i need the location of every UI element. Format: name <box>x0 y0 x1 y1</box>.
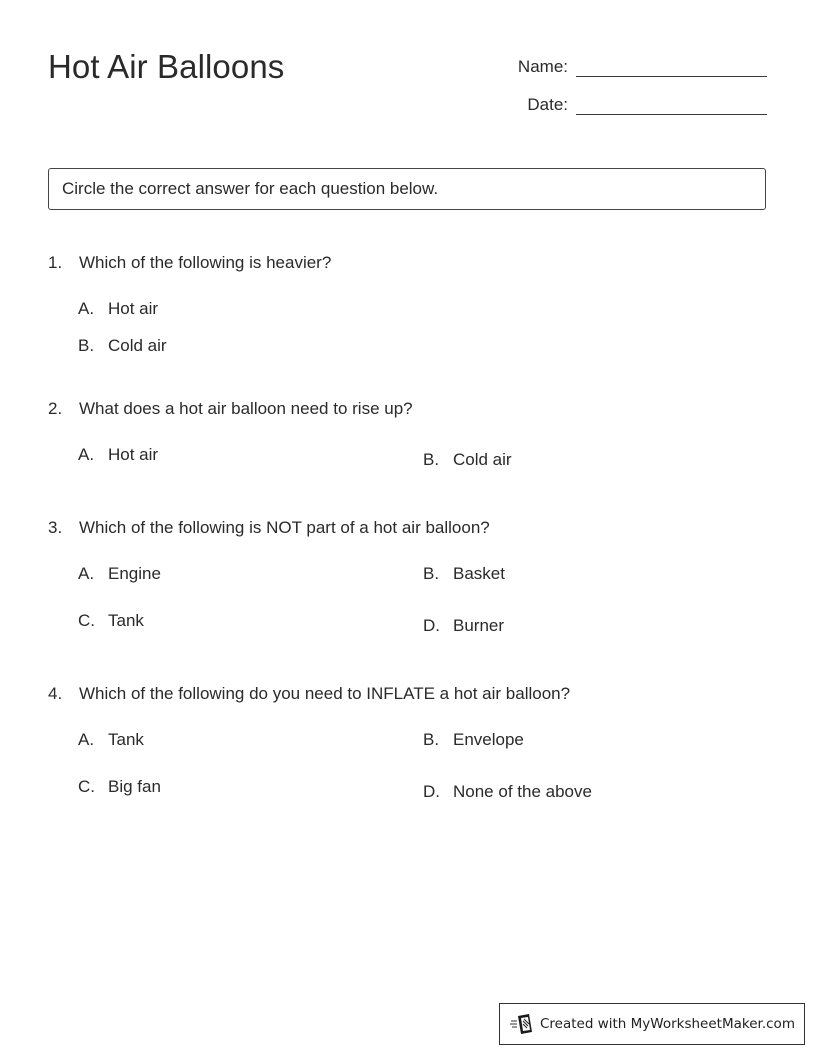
option-text: Cold air <box>453 450 512 469</box>
option-2a[interactable] <box>78 445 158 465</box>
instructions-box: Circle the correct answer for each question below. <box>48 168 766 210</box>
badge-text: Created with MyWorksheetMaker.com <box>540 1016 795 1032</box>
question-text: Which of the following do you need to INFLATE a hot air balloon? <box>79 684 571 703</box>
question-text: Which of the following is heavier? <box>79 253 332 272</box>
option-letter: B. <box>423 730 440 749</box>
option-3b[interactable] <box>423 564 505 584</box>
option-text: None of the above <box>453 782 592 801</box>
option-text: Burner <box>453 616 505 635</box>
name-label: Name: <box>517 57 568 76</box>
option-letter: D. <box>423 616 440 635</box>
question-number: 4. <box>48 684 63 703</box>
option-letter: B. <box>423 564 440 583</box>
option-4d[interactable] <box>423 782 592 802</box>
name-field <box>488 56 767 77</box>
option-text: Cold air <box>108 336 167 355</box>
question-text: What does a hot air balloon need to rise up? <box>79 399 413 418</box>
option-letter: B. <box>423 450 440 469</box>
option-4c[interactable] <box>78 777 161 797</box>
option-text: Engine <box>108 564 161 583</box>
option-text: Big fan <box>108 777 161 796</box>
question-text: Which of the following is NOT part of a hot air balloon? <box>79 518 490 537</box>
option-4a[interactable] <box>78 730 144 750</box>
created-with-badge[interactable] <box>499 1003 805 1045</box>
option-text: Hot air <box>108 445 159 464</box>
option-1a[interactable] <box>78 299 158 319</box>
date-label: Date: <box>527 95 568 114</box>
option-text: Tank <box>108 611 144 630</box>
option-3c[interactable] <box>78 611 144 631</box>
option-text: Hot air <box>108 299 159 318</box>
option-2b[interactable] <box>423 450 512 470</box>
option-letter: D. <box>423 782 440 801</box>
option-letter: B. <box>78 336 95 355</box>
date-blank-line[interactable] <box>576 94 767 115</box>
question-number: 1. <box>48 253 63 272</box>
option-letter: A. <box>78 564 95 583</box>
option-text: Basket <box>453 564 505 583</box>
name-blank-line[interactable] <box>576 56 767 77</box>
option-letter: A. <box>78 730 95 749</box>
option-3d[interactable] <box>423 616 504 636</box>
worksheet-logo-icon <box>510 1013 534 1035</box>
option-3a[interactable] <box>78 564 161 584</box>
option-4b[interactable] <box>423 730 524 750</box>
date-field <box>488 94 767 115</box>
option-letter: C. <box>78 611 95 630</box>
question-number: 3. <box>48 518 63 537</box>
option-letter: C. <box>78 777 95 796</box>
worksheet-title: Hot Air Balloons <box>48 48 285 85</box>
option-text: Envelope <box>453 730 524 749</box>
question-number: 2. <box>48 399 63 418</box>
option-letter: A. <box>78 445 95 464</box>
option-1b[interactable] <box>78 336 167 356</box>
option-letter: A. <box>78 299 95 318</box>
option-text: Tank <box>108 730 144 749</box>
